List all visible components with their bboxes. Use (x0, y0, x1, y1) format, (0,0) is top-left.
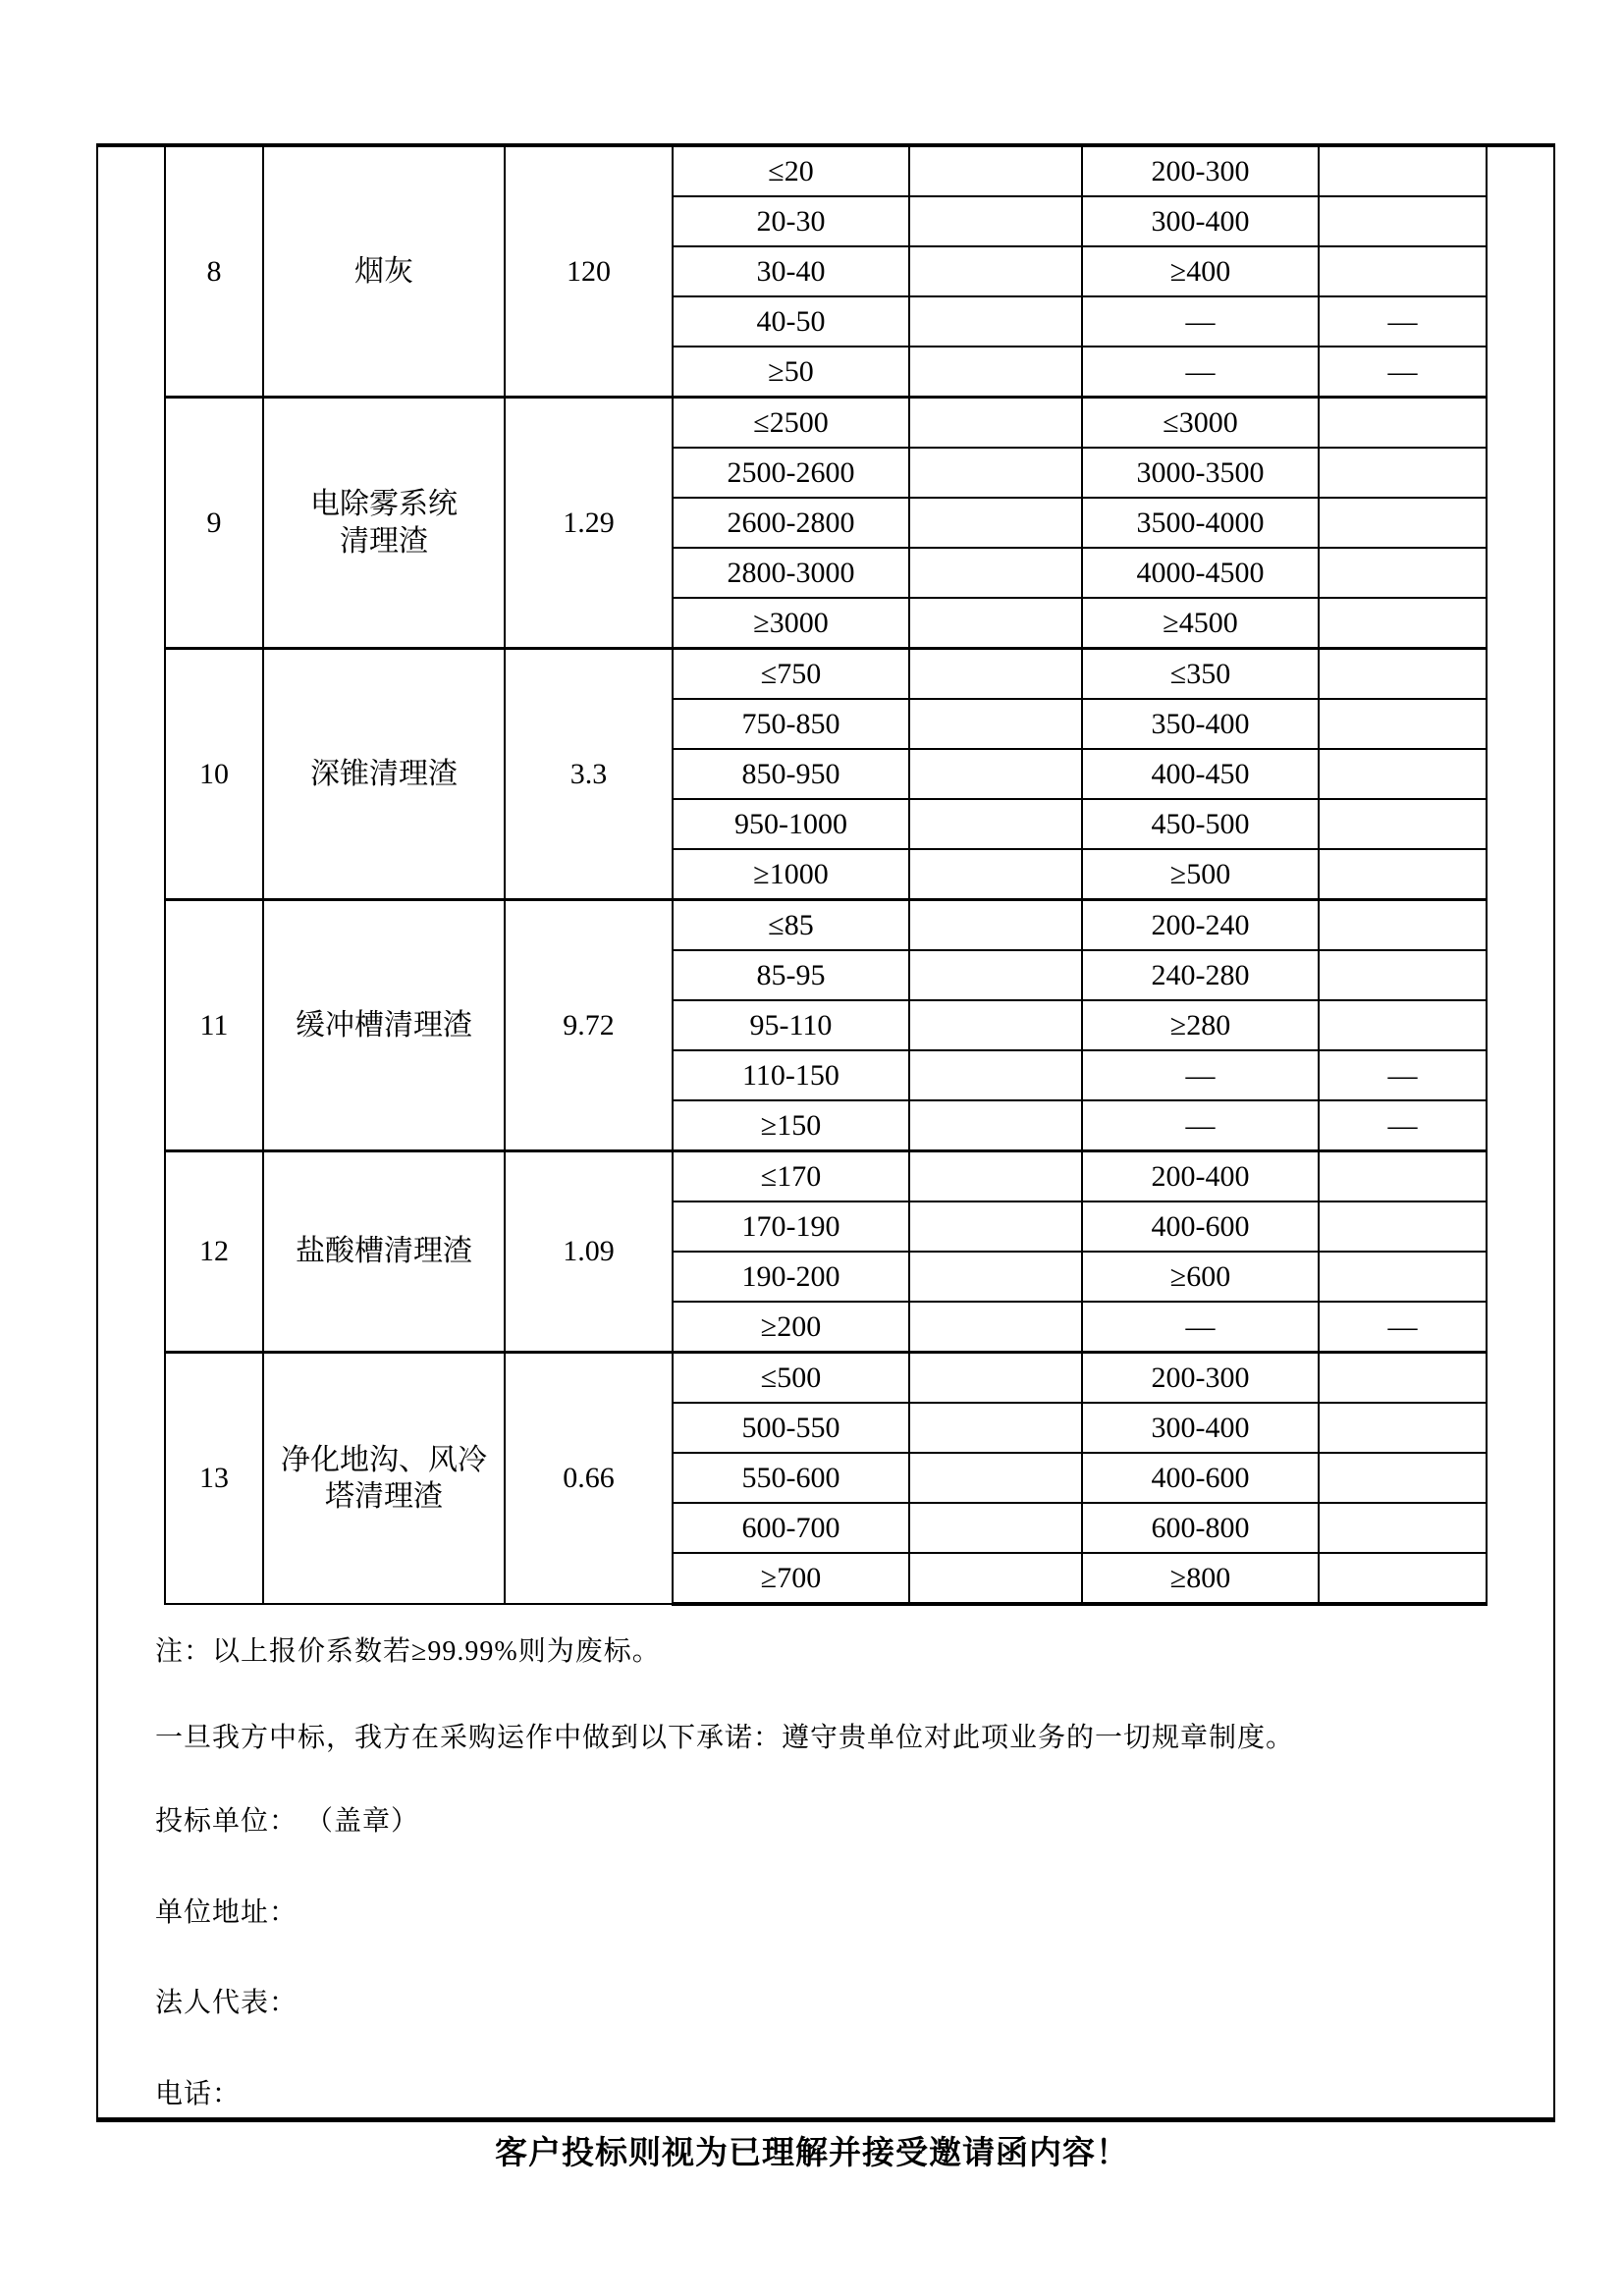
end-cell (1319, 900, 1487, 951)
mid-cell (909, 1302, 1082, 1353)
end-cell (1319, 1553, 1487, 1604)
mid-cell (909, 950, 1082, 1000)
mid-cell (909, 398, 1082, 449)
end-cell: — (1319, 1100, 1487, 1151)
end-cell (1319, 649, 1487, 700)
mid-cell (909, 1050, 1082, 1100)
range1-cell: ≥3000 (673, 598, 909, 649)
range1-cell: 500-550 (673, 1403, 909, 1453)
mid-cell (909, 849, 1082, 900)
range1-cell: 30-40 (673, 246, 909, 296)
mid-cell (909, 1151, 1082, 1202)
range1-cell: ≥700 (673, 1553, 909, 1604)
range2-cell: — (1082, 1302, 1319, 1353)
mid-cell (909, 1000, 1082, 1050)
end-cell (1319, 448, 1487, 498)
table-row (165, 1353, 1487, 1404)
end-cell (1319, 1252, 1487, 1302)
range1-cell: 2800-3000 (673, 548, 909, 598)
range1-cell: 190-200 (673, 1252, 909, 1302)
range2-cell: 3500-4000 (1082, 498, 1319, 548)
range1-cell: ≥1000 (673, 849, 909, 900)
range1-cell: 110-150 (673, 1050, 909, 1100)
range2-cell: 3000-3500 (1082, 448, 1319, 498)
address-line: 单位地址： (155, 1897, 298, 1928)
mid-cell (909, 1553, 1082, 1604)
end-cell (1319, 1000, 1487, 1050)
coeff-cell: 3.3 (505, 649, 673, 900)
range2-cell: 200-400 (1082, 1151, 1319, 1202)
item-name-line1: 盐酸槽清理渣 (296, 1235, 472, 1268)
item-name-line1: 烟灰 (354, 254, 413, 288)
mid-cell (909, 1100, 1082, 1151)
note-line: 注：以上报价系数若≥99.99%则为废标。 (155, 1636, 661, 1667)
end-cell (1319, 799, 1487, 849)
range2-cell: 200-300 (1082, 1353, 1319, 1404)
seq-cell: 9 (165, 398, 263, 649)
table-row (165, 398, 1487, 449)
range1-cell: 170-190 (673, 1201, 909, 1252)
mid-cell (909, 1453, 1082, 1503)
mid-cell (909, 699, 1082, 749)
range2-cell: 240-280 (1082, 950, 1319, 1000)
mid-cell (909, 147, 1082, 196)
item-name-line1: 净化地沟、风冷 (281, 1443, 487, 1476)
mid-cell (909, 196, 1082, 246)
end-cell (1319, 1453, 1487, 1503)
range2-cell: 200-300 (1082, 147, 1319, 196)
range2-cell: ≥800 (1082, 1553, 1319, 1604)
range1-cell: 850-950 (673, 749, 909, 799)
range2-cell: — (1082, 296, 1319, 347)
range1-cell: 2600-2800 (673, 498, 909, 548)
mid-cell (909, 1503, 1082, 1553)
seq-cell: 13 (165, 1353, 263, 1605)
bidder-line: 投标单位： （盖章） (155, 1806, 420, 1837)
footer-statement: 客户投标则视为已理解并接受邀请函内容！ (495, 2136, 1129, 2171)
end-cell (1319, 1503, 1487, 1553)
end-cell: — (1319, 1050, 1487, 1100)
end-cell: — (1319, 1302, 1487, 1353)
range2-cell: ≥500 (1082, 849, 1319, 900)
range1-cell: 600-700 (673, 1503, 909, 1553)
range2-cell: 450-500 (1082, 799, 1319, 849)
mid-cell (909, 649, 1082, 700)
end-cell (1319, 246, 1487, 296)
item-name-cell (263, 649, 505, 900)
coeff-cell: 1.29 (505, 398, 673, 649)
item-name-line1: 电除雾系统 (310, 488, 458, 520)
range1-cell: 950-1000 (673, 799, 909, 849)
range1-cell: 550-600 (673, 1453, 909, 1503)
item-name-cell (263, 1353, 505, 1605)
quotation-table (164, 147, 1488, 1606)
seq-cell: 8 (165, 147, 263, 398)
range1-cell: ≤20 (673, 147, 909, 196)
coeff-cell: 120 (505, 147, 673, 398)
range2-cell: 350-400 (1082, 699, 1319, 749)
range1-cell: ≤2500 (673, 398, 909, 449)
range1-cell: 750-850 (673, 699, 909, 749)
range1-cell: ≥50 (673, 347, 909, 398)
range2-cell: ≥400 (1082, 246, 1319, 296)
mid-cell (909, 900, 1082, 951)
seq-cell: 11 (165, 900, 263, 1151)
item-name-cell (263, 147, 505, 398)
end-cell (1319, 498, 1487, 548)
end-cell (1319, 1151, 1487, 1202)
range1-cell: ≤750 (673, 649, 909, 700)
end-cell (1319, 548, 1487, 598)
item-name-line1: 深锥清理渣 (310, 757, 458, 790)
range2-cell: 200-240 (1082, 900, 1319, 951)
range1-cell: 85-95 (673, 950, 909, 1000)
coeff-cell: 1.09 (505, 1151, 673, 1353)
range2-cell: — (1082, 1100, 1319, 1151)
range2-cell: ≥280 (1082, 1000, 1319, 1050)
item-name-line2: 清理渣 (340, 524, 428, 558)
range2-cell: ≤350 (1082, 649, 1319, 700)
range2-cell: 300-400 (1082, 196, 1319, 246)
end-cell (1319, 1403, 1487, 1453)
range2-cell: ≥600 (1082, 1252, 1319, 1302)
end-cell (1319, 1201, 1487, 1252)
item-name-line1: 缓冲槽清理渣 (296, 1008, 472, 1041)
promise-line: 一旦我方中标，我方在采购运作中做到以下承诺：遵守贵单位对此项业务的一切规章制度。 (155, 1723, 1295, 1753)
range2-cell: 300-400 (1082, 1403, 1319, 1453)
end-cell (1319, 147, 1487, 196)
end-cell: — (1319, 347, 1487, 398)
mid-cell (909, 448, 1082, 498)
range2-cell: — (1082, 1050, 1319, 1100)
seq-cell: 10 (165, 649, 263, 900)
coeff-cell: 9.72 (505, 900, 673, 1151)
mid-cell (909, 498, 1082, 548)
range1-cell: ≤500 (673, 1353, 909, 1404)
seq-cell: 12 (165, 1151, 263, 1353)
mid-cell (909, 1353, 1082, 1404)
table-row (165, 649, 1487, 700)
range1-cell: ≤170 (673, 1151, 909, 1202)
range2-cell: 600-800 (1082, 1503, 1319, 1553)
range1-cell: 95-110 (673, 1000, 909, 1050)
range2-cell: — (1082, 347, 1319, 398)
end-cell (1319, 749, 1487, 799)
end-cell (1319, 950, 1487, 1000)
mid-cell (909, 246, 1082, 296)
mid-cell (909, 598, 1082, 649)
item-name-cell (263, 900, 505, 1151)
mid-cell (909, 799, 1082, 849)
mid-cell (909, 749, 1082, 799)
table-row (165, 1151, 1487, 1202)
mid-cell (909, 1252, 1082, 1302)
table-row (165, 147, 1487, 196)
item-name-cell (263, 398, 505, 649)
phone-line: 电话： (155, 2079, 242, 2109)
mid-cell (909, 347, 1082, 398)
mid-cell (909, 1201, 1082, 1252)
end-cell: — (1319, 296, 1487, 347)
range1-cell: ≤85 (673, 900, 909, 951)
range1-cell: 2500-2600 (673, 448, 909, 498)
mid-cell (909, 548, 1082, 598)
mid-cell (909, 296, 1082, 347)
end-cell (1319, 398, 1487, 449)
end-cell (1319, 598, 1487, 649)
range2-cell: 400-600 (1082, 1453, 1319, 1503)
mid-cell (909, 1403, 1082, 1453)
range1-cell: 20-30 (673, 196, 909, 246)
range2-cell: ≥4500 (1082, 598, 1319, 649)
range2-cell: 400-600 (1082, 1201, 1319, 1252)
item-name-line2: 塔清理渣 (325, 1480, 443, 1513)
range2-cell: 4000-4500 (1082, 548, 1319, 598)
range1-cell: ≥200 (673, 1302, 909, 1353)
end-cell (1319, 196, 1487, 246)
range2-cell: ≤3000 (1082, 398, 1319, 449)
range2-cell: 400-450 (1082, 749, 1319, 799)
range1-cell: 40-50 (673, 296, 909, 347)
end-cell (1319, 849, 1487, 900)
legal-rep-line: 法人代表： (155, 1988, 298, 2018)
end-cell (1319, 1353, 1487, 1404)
item-name-cell (263, 1151, 505, 1353)
range1-cell: ≥150 (673, 1100, 909, 1151)
table-row (165, 900, 1487, 951)
coeff-cell: 0.66 (505, 1353, 673, 1605)
end-cell (1319, 699, 1487, 749)
